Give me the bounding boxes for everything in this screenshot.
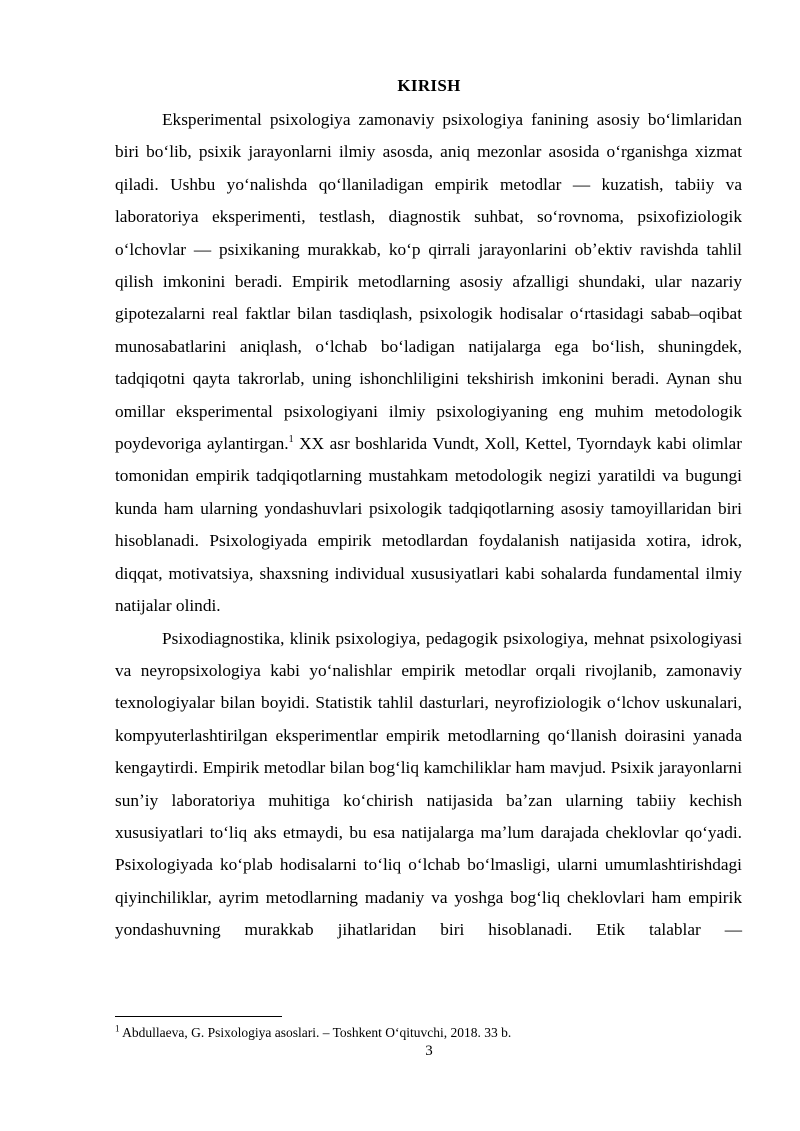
footnote bbox=[115, 1025, 511, 1041]
body-text bbox=[115, 104, 742, 947]
footnote-divider bbox=[115, 1016, 282, 1017]
page-heading: KIRISH bbox=[397, 76, 461, 95]
paragraph-text: XX asr boshlarida Vundt, Xoll, Kettel, Tyorndayk kabi olimlar tomonidan empirik tadqiqotlarning mustahkam metodologik negizi yaratildi va bugungi kunda ham ularning yondashuvlari psixologik tadqiqotlarning asosiy tamoyillaridan biri hisoblanadi. Psixologiyada empirik metodlardan foydalanish natijasida xotira, idrok, diqqat, motivatsiya, shaxsning individual xususiyatlari kabi sohalarda fundamental ilmiy natijalar olindi. bbox=[115, 434, 742, 616]
footnote-reference[interactable]: 1 bbox=[288, 434, 294, 446]
paragraph-text: Eksperimental psixologiya zamonaviy psixologiya fanining asosiy boʻlimlaridan biri boʻlib, psixik jarayonlarni ilmiy asosda, aniq mezonlar asosida oʻrganishga xizmat qiladi. Ushbu yoʻnalishda qoʻllaniladigan empirik metodlar — kuzatish, tabiiy va laboratoriya eksperimenti, testlash, diagnostik suhbat, soʻrovnoma, psixofiziologik oʻlchovlar — psixikaning murakkab, koʻp qirrali jarayonlarini obʼektiv ravishda tahlil qilish imkonini beradi. Empirik metodlarning asosiy afzalligi shundaki, ular nazariy gipotezalarni real faktlar bilan tasdiqlash, psixologik hodisalar oʻrtasidagi sabab–oqibat munosabatlarini aniqlash, oʻlchab boʻladigan natijalarga ega boʻlish, shuningdek, tadqiqotni qayta takrorlab, uning ishonchliligini tekshirish imkonini beradi. Aynan shu omillar eksperimental psixologiyani ilmiy psixologiyaning eng muhim metodologik poydevoriga aylantirgan. bbox=[115, 110, 742, 454]
footnote-text: Abdullaeva, G. Psixologiya asoslari. – Toshkent Oʻqituvchi, 2018. 33 b. bbox=[119, 1025, 512, 1040]
paragraph-intro bbox=[115, 104, 742, 623]
footnote-mark: 1 bbox=[115, 1023, 120, 1034]
page-number: 3 bbox=[425, 1043, 433, 1059]
paragraph-methods: Psixodiagnostika, klinik psixologiya, pedagogik psixologiya, mehnat psixologiyasi va neyropsixologiya kabi yoʻnalishlar empirik metodlar orqali rivojlanib, zamonaviy texnologiyalar bilan boyidi. Statistik tahlil dasturlari, neyrofiziologik oʻlchov uskunalari, kompyuterlashtirilgan eksperimentlar empirik metodlarning qoʻllanish doirasini yanada kengaytirdi. Empirik metodlar bilan bogʻliq kamchiliklar ham mavjud. Psixik jarayonlarni sunʼiy laboratoriya muhitiga koʻchirish natijasida baʼzan ularning tabiiy kechish xususiyatlari toʻliq aks etmaydi, bu esa natijalarga maʼlum darajada cheklovlar qoʻyadi. Psixologiyada koʻplab hodisalarni toʻliq oʻlchab boʻlmasligi, ularni umumlashtirishdagi qiyinchiliklar, ayrim metodlarning madaniy va yoshga bogʻliq cheklovlari ham empirik yondashuvning murakkab jihatlaridan biri hisoblanadi. Etik talablar — bbox=[115, 628, 742, 940]
